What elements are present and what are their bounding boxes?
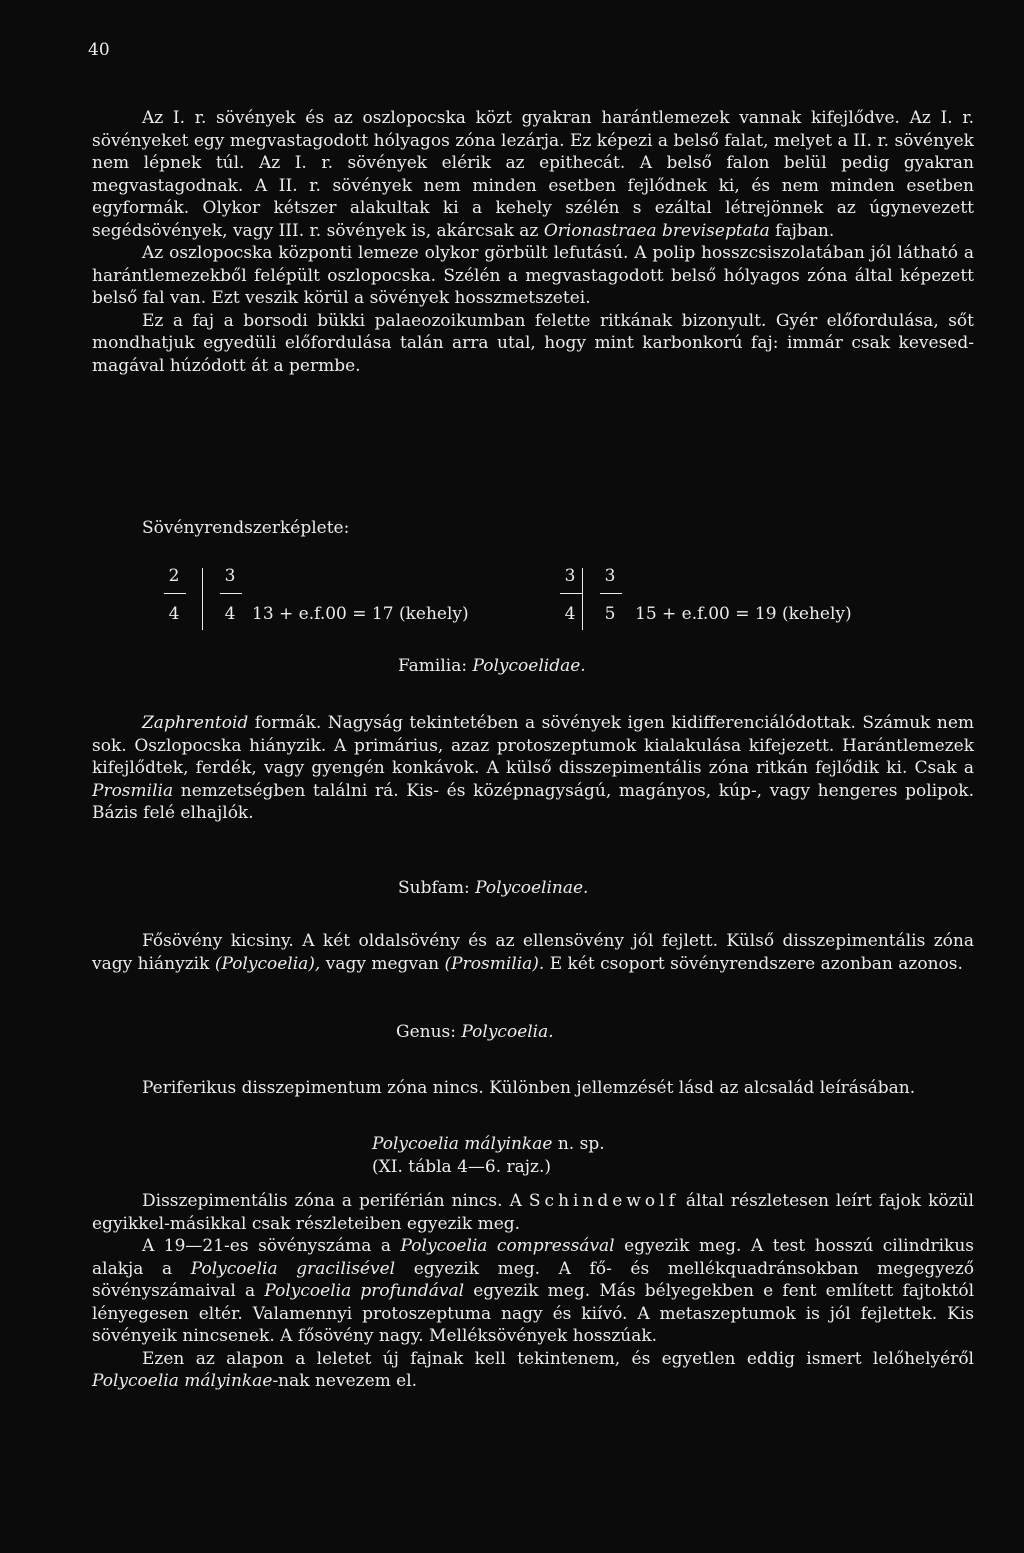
- para1-text: Az I. r. sövények és az oszlopocska közt gyakran harántlemezek vannak kifejlődve. Az I. r. sövényeket egy megvastagodott hólyagos zóna lezárja. Ez képezi a belső falat, melyet a II. r. sövények nem lépnek túl. Az I. r. sövények elérik az epithecát. A belső falon belül pedig gyakran megvastagodnak. A II. r. sövények nem minden esetben fejlődnek ki, és nem minden esetben egyformák. Olykor kétszer alakultak ki a kehely szélén s ezáltal létrejönnek az úgynevezett segédsövények, vagy III. r. sövények is, akárcsak az: [92, 108, 974, 241]
- para8-c: egyezik meg. A fő- és mellékquadránsokban megegyező sövényszámaival a: [92, 1258, 974, 1301]
- para8-d: egyezik meg. Más bélyegekben e fent említett fajtoktól lényegesen eltér. Valamennyi protoszeptuma nagy és kiívó. A metaszeptumok is jól fejlettek. Kis sövényeik nincsenek. A fősövény nagy. Melléksövények hosszúak.: [92, 1281, 975, 1346]
- species-suffix: n. sp.: [557, 1134, 605, 1154]
- genus-name: Polycoelia.: [461, 1022, 554, 1042]
- familia-heading: [398, 656, 586, 676]
- formula-left-total: 13 + e.f.00 = 17 (kehely): [252, 604, 469, 624]
- para4-genus: Prosmilia: [92, 780, 174, 801]
- paragraph-occurrence: Ez a faj a borsodi bükki palaeozoikumban felette ritkának bizonyult. Gyér előfordulása, sőt mondhatjuk egyedüli előfordulása talán arra utal, hogy mint karbonkorú faj: immár csak kevesed-magával húzódott át a permbe.: [92, 310, 974, 376]
- para1-species: Orionastraea breviseptata: [543, 220, 770, 241]
- para5-a: Fősövény kicsiny. A két oldalsövény és az ellensövény jól fejlett. Külső disszepimentális zóna vagy hiányzik: [92, 931, 974, 974]
- species-plate-ref: (XI. tábla 4—6. rajz.): [372, 1157, 552, 1177]
- para8-it1: Polycoelia compressával: [400, 1236, 615, 1256]
- species-heading: [372, 1134, 605, 1154]
- para4-end: nemzetségben találni rá. Kis- és középnagyságú, magányos, kúp-, vagy hengeres polipok. Bázis felé elhajlók.: [92, 780, 974, 823]
- genus-label: Genus:: [396, 1022, 456, 1042]
- species-name: Polycoelia mályinkae: [372, 1134, 553, 1154]
- para7-a: Disszepimentális zóna a periférián nincs. A: [142, 1191, 522, 1211]
- fraction-d-denominator: 5: [604, 604, 616, 624]
- genus-heading: [396, 1022, 554, 1042]
- fraction-d-numerator: 3: [604, 566, 616, 586]
- formula-right-total: 15 + e.f.00 = 19 (kehely): [635, 604, 852, 624]
- para5-it2: (Prosmilia).: [444, 953, 545, 974]
- para9-a: Ezen az alapon a leletet új fajnak kell tekintenem, és egyetlen eddig ismert lelőhelyéről: [142, 1348, 974, 1369]
- para8-a: A 19—21-es sövényszáma a: [142, 1236, 392, 1256]
- para4-text: formák. Nagyság tekintetében a sövények igen kidifferenciálódottak. Számuk nem sok. Oszlopocska hiányzik. A primárius, azaz protoszeptumok kialakulása kifejezett. Harántlemezek kifejlődtek, ferdék, vagy gyengén konkávok. A külső disszepimentális zóna ritkán fejlődik ki. Csak a: [92, 713, 974, 778]
- para6-text: Periferikus disszepimentum zóna nincs. Különben jellemzését lásd az alcsalád leírásában.: [142, 1078, 916, 1098]
- subfam-label: Subfam:: [398, 878, 470, 898]
- fraction-b-numerator: 3: [224, 566, 236, 586]
- formula-title: Sövényrendszerképlete:: [142, 518, 350, 538]
- paragraph-subfamily-description: [92, 930, 974, 975]
- para5-c: E két csoport sövényrendszere azonban azonos.: [549, 953, 963, 974]
- septal-formula: [160, 566, 920, 636]
- para4-italic: Zaphrentoid: [142, 713, 249, 733]
- fraction-a-numerator: 2: [168, 566, 180, 586]
- paragraph-columella: Az oszlopocska központi lemeze olykor görbült lefutású. A polip hosszcsiszolatában jól látható a harántlemezekből felépült oszlopocska. Szélén a megvastagodott belső hólyagos zóna által képezett belső fal van. Ezt veszik körül a sövények hosszmetszetei.: [92, 243, 974, 308]
- para8-it3: Polycoelia profundával: [264, 1281, 465, 1301]
- para7-b: által részletesen leírt fajok közül egyikkel-másikkal csak részleteiben egyezik meg.: [92, 1191, 974, 1234]
- subfam-heading: [398, 878, 588, 898]
- para9-it: Polycoelia mályinkae: [92, 1371, 273, 1391]
- fraction-a-denominator: 4: [168, 604, 180, 624]
- fraction-c-numerator: 3: [564, 566, 576, 586]
- familia-label: Familia:: [398, 656, 468, 676]
- paragraph-septa: [92, 107, 974, 377]
- fraction-c-denominator: 4: [564, 604, 576, 624]
- para7-author: Schindewolf: [528, 1191, 679, 1211]
- paragraph-species-description: [92, 1190, 974, 1393]
- paragraph-family-description: [92, 712, 974, 825]
- para5-b: vagy megvan: [325, 953, 440, 974]
- page-number: 40: [88, 40, 110, 60]
- familia-name: Polycoelidae.: [472, 656, 586, 676]
- para8-b: egyezik meg. A test hosszú cilindrikus alakja a: [92, 1236, 974, 1279]
- para1-end: fajban.: [775, 220, 835, 241]
- para8-it2: Polycoelia gracilisével: [190, 1258, 396, 1279]
- subfam-name: Polycoelinae.: [475, 878, 589, 898]
- para9-b: -nak nevezem el.: [272, 1371, 418, 1391]
- fraction-b-denominator: 4: [224, 604, 236, 624]
- para5-it1: (Polycoelia),: [214, 953, 321, 974]
- paragraph-genus-description: [92, 1077, 974, 1100]
